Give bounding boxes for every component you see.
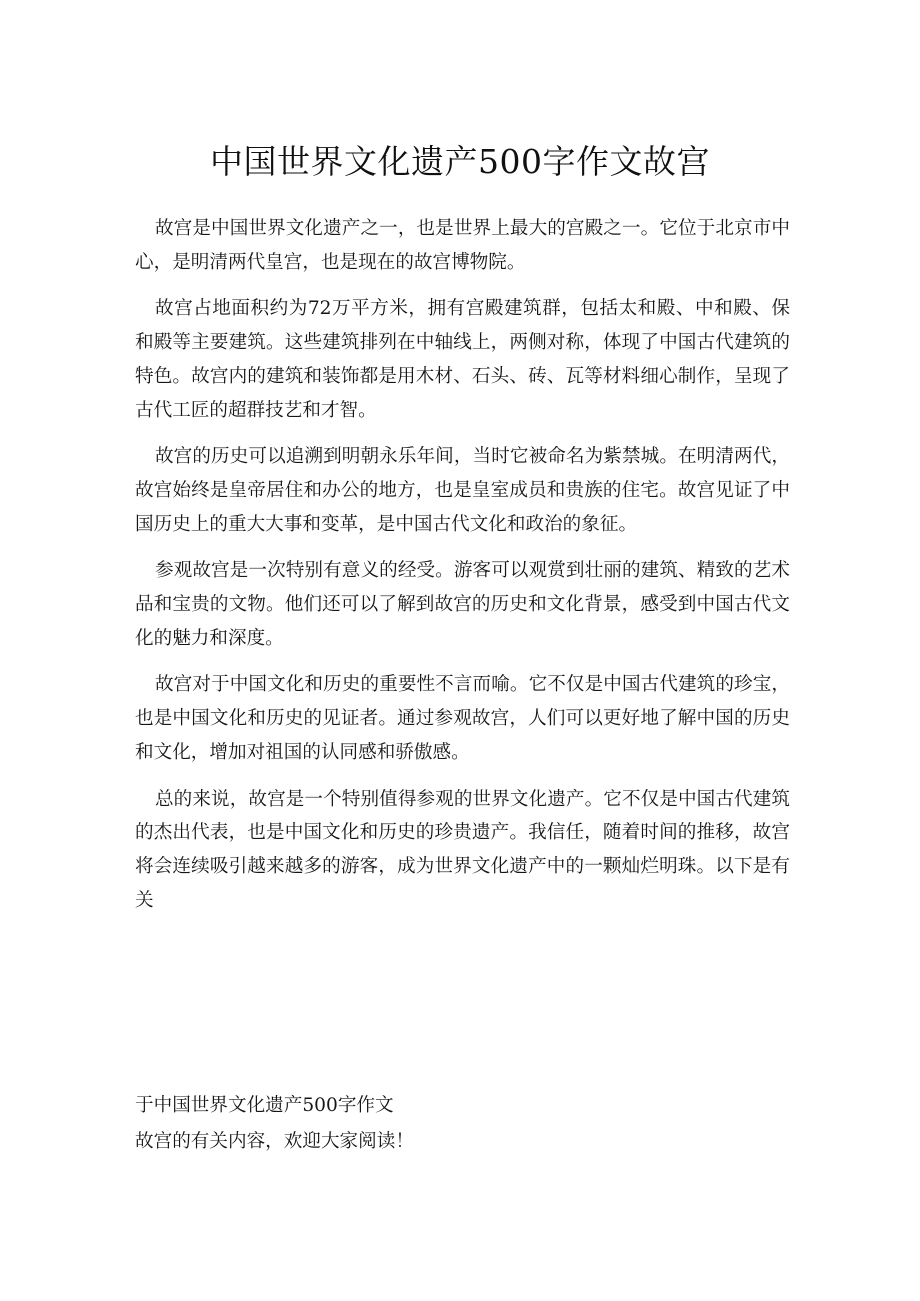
closing-line-2: 故宫的有关内容，欢迎大家阅读！ <box>135 1131 414 1152</box>
paragraph-4: 参观故宫是一次特别有意义的经受。游客可以观赏到壮丽的建筑、精致的艺术品和宝贵的文物。他们还可以了解到故宫的历史和文化背景，感受到中国古代文化的魅力和深度。 <box>135 560 790 649</box>
document-body <box>135 212 790 930</box>
paragraph-1: 故宫是中国世界文化遗产之一，也是世界上最大的宫殿之一。它位于北京市中心，是明清两代皇宫，也是现在的故宫博物院。 <box>135 218 790 273</box>
paragraph-5: 故宫对于中国文化和历史的重要性不言而喻。它不仅是中国古代建筑的珍宝，也是中国文化和历史的见证者。通过参观故宫，人们可以更好地了解中国的历史和文化，增加对祖国的认同感和骄傲感。 <box>135 674 790 763</box>
paragraph-2: 故宫占地面积约为72万平方米，拥有宫殿建筑群，包括太和殿、中和殿、保和殿等主要建筑。这些建筑排列在中轴线上，两侧对称，体现了中国古代建筑的特色。故宫内的建筑和装饰都是用木材、石头、砖、瓦等材料细心制作，呈现了古代工匠的超群技艺和才智。 <box>135 298 790 421</box>
paragraph-6: 总的来说，故宫是一个特别值得参观的世界文化遗产。它不仅是中国古代建筑的杰出代表，也是中国文化和历史的珍贵遗产。我信任，随着时间的推移，故宫将会连续吸引越来越多的游客，成为世界文化遗产中的一颗灿烂明珠。以下是有关 <box>135 788 790 911</box>
paragraph-3: 故宫的历史可以追溯到明朝永乐年间，当时它被命名为紫禁城。在明清两代，故宫始终是皇帝居住和办公的地方，也是皇室成员和贵族的住宅。故宫见证了中国历史上的重大大事和变革，是中国古代文化和政治的象征。 <box>135 446 790 535</box>
closing-line-1: 于中国世界文化遗产500字作文 <box>135 1095 394 1116</box>
document-title: 中国世界文化遗产500字作文故宫 <box>210 142 710 181</box>
